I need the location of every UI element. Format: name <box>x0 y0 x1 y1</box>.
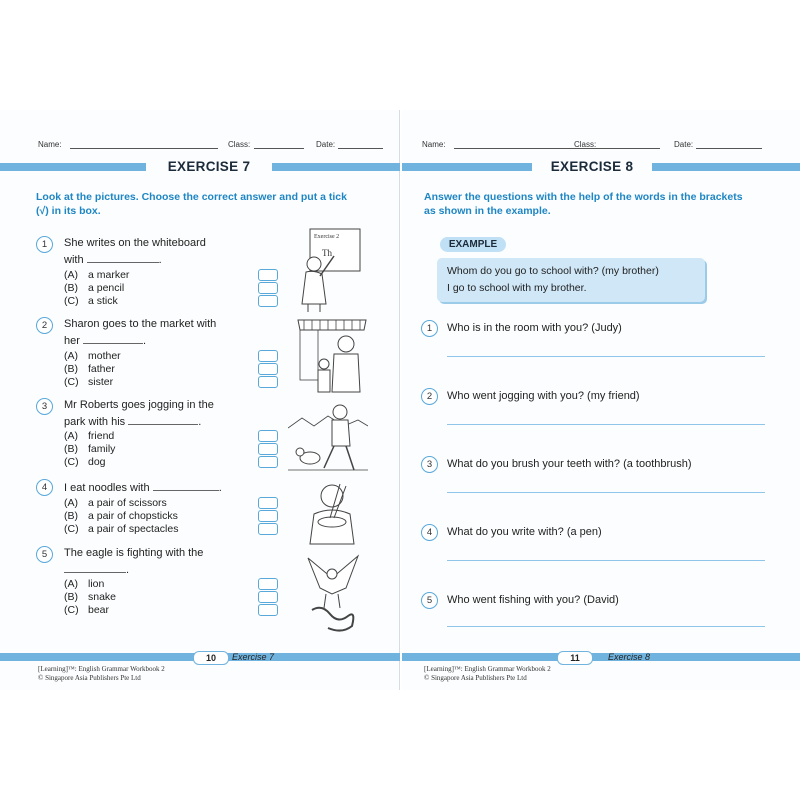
question-text: The eagle is fighting with the <box>64 547 204 559</box>
option-label: (A) <box>64 430 78 442</box>
option-label: (C) <box>64 295 79 307</box>
option-row <box>64 604 109 616</box>
exercise-8-title: EXERCISE 8 <box>550 159 634 174</box>
answer-blank[interactable] <box>64 562 126 573</box>
question-number: 2 <box>36 317 53 334</box>
option-text: family <box>88 443 116 455</box>
answer-blank[interactable] <box>153 480 219 491</box>
answer-line[interactable] <box>447 492 765 493</box>
tick-box[interactable] <box>258 376 278 388</box>
option-label: (A) <box>64 350 78 362</box>
question-text: Sharon goes to the market with <box>64 318 217 330</box>
class-field[interactable] <box>254 148 304 149</box>
option-row <box>64 456 106 468</box>
picture-jogging <box>288 398 368 478</box>
class-label: Class: <box>574 140 597 149</box>
page-exercise-label: Exercise 7 <box>232 652 275 662</box>
option-label: (A) <box>64 578 78 590</box>
option-row <box>64 269 129 281</box>
question-text-line2 <box>64 252 162 267</box>
tick-box[interactable] <box>258 295 278 307</box>
q-pre: park with his <box>64 416 126 428</box>
option-text: a pair of scissors <box>88 497 167 509</box>
left-instruction <box>36 190 347 218</box>
option-label: (C) <box>64 376 79 388</box>
option-label: (C) <box>64 523 79 535</box>
credit-line-2: © Singapore Asia Publishers Pte Ltd <box>424 674 527 682</box>
option-row <box>64 295 118 307</box>
answer-blank[interactable] <box>128 414 198 425</box>
option-row <box>64 497 167 509</box>
q-post: . <box>126 564 130 576</box>
question-number: 4 <box>36 479 53 496</box>
question-text-line2 <box>64 414 201 429</box>
example-box <box>437 258 705 302</box>
option-text: a pair of spectacles <box>88 523 179 535</box>
tick-box[interactable] <box>258 443 278 455</box>
q-post: . <box>142 335 147 347</box>
option-label: (B) <box>64 443 78 455</box>
option-row <box>64 376 113 388</box>
credit-line-2: © Singapore Asia Publishers Pte Ltd <box>38 674 141 682</box>
date-label: Date: <box>674 140 694 149</box>
option-row <box>64 591 116 603</box>
option-label: (B) <box>64 591 78 603</box>
q-pre: I eat noodles with <box>64 482 150 494</box>
tick-box[interactable] <box>258 363 278 375</box>
option-label: (C) <box>64 604 79 616</box>
instruction-line-1: Look at the pictures. Choose the correct answer and put a tick <box>36 191 347 203</box>
tick-box[interactable] <box>258 578 278 590</box>
right-instruction <box>424 190 743 218</box>
option-text: sister <box>88 376 114 388</box>
instruction-line-2: as shown in the example. <box>424 205 551 217</box>
class-label: Class: <box>228 140 251 149</box>
example-question: Whom do you go to school with? (my brother) <box>447 265 659 277</box>
option-text: snake <box>88 591 117 603</box>
instruction-line-2: (√) in its box. <box>36 205 101 217</box>
option-row <box>64 430 114 442</box>
board-caption: Exercise 2 <box>314 234 340 240</box>
option-text: lion <box>88 578 105 590</box>
tick-box[interactable] <box>258 523 278 535</box>
question-number: 3 <box>36 398 53 415</box>
class-field[interactable] <box>600 148 660 149</box>
question-text: What do you brush your teeth with? (a toothbrush) <box>447 458 692 470</box>
option-label: (C) <box>64 456 79 468</box>
page-number-10: 10 <box>193 651 229 665</box>
question-text: Mr Roberts goes jogging in the <box>64 399 214 411</box>
option-row <box>64 282 124 294</box>
exercise-7-title: EXERCISE 7 <box>167 159 251 174</box>
option-text: a pencil <box>88 282 125 294</box>
picture-market <box>296 316 368 396</box>
name-label: Name: <box>38 140 62 149</box>
credit-line-1: [Learning]™: English Grammar Workbook 2 <box>424 665 551 673</box>
credit-left <box>38 665 165 683</box>
right-title-band <box>402 158 800 176</box>
answer-line[interactable] <box>447 356 765 357</box>
q-pre: her <box>64 335 80 347</box>
right-footer <box>402 651 800 663</box>
option-text: father <box>88 363 115 375</box>
option-row <box>64 523 178 535</box>
option-row <box>64 363 115 375</box>
instruction-line-1: Answer the questions with the help of the words in the brackets <box>424 191 743 203</box>
question-number: 5 <box>421 592 438 609</box>
q-post: . <box>218 482 222 494</box>
option-row <box>64 350 121 362</box>
option-text: a marker <box>88 269 130 281</box>
answer-blank[interactable] <box>87 252 159 263</box>
option-label: (A) <box>64 497 78 509</box>
tick-box[interactable] <box>258 497 278 509</box>
option-text: dog <box>88 456 106 468</box>
left-footer <box>0 651 400 663</box>
tick-box[interactable] <box>258 591 278 603</box>
question-text: She writes on the whiteboard <box>64 237 206 249</box>
question-text: What do you write with? (a pen) <box>447 526 602 538</box>
option-label: (A) <box>64 269 78 281</box>
date-label: Date: <box>316 140 336 149</box>
page-number-11: 11 <box>557 651 593 665</box>
answer-line[interactable] <box>447 560 765 561</box>
tick-box[interactable] <box>258 510 278 522</box>
board-letters: Th <box>322 248 332 258</box>
question-text-line2 <box>64 562 129 577</box>
date-field[interactable] <box>696 148 762 149</box>
picture-noodles <box>300 478 364 550</box>
option-text: friend <box>88 430 115 442</box>
answer-blank[interactable] <box>83 333 143 344</box>
option-row <box>64 578 104 590</box>
option-text: mother <box>88 350 121 362</box>
option-text: a pair of chopsticks <box>88 510 178 522</box>
answer-line[interactable] <box>447 626 765 627</box>
answer-line[interactable] <box>447 424 765 425</box>
question-text: Who went jogging with you? (my friend) <box>447 390 640 402</box>
name-field[interactable] <box>70 148 218 149</box>
question-text-line2 <box>64 333 146 348</box>
question-number: 2 <box>421 388 438 405</box>
question-number: 3 <box>421 456 438 473</box>
option-row <box>64 510 178 522</box>
q-pre: with <box>64 254 84 266</box>
tick-box[interactable] <box>258 430 278 442</box>
option-label: (B) <box>64 363 78 375</box>
question-number: 5 <box>36 546 53 563</box>
option-text: a stick <box>88 295 118 307</box>
credit-line-1: [Learning]™: English Grammar Workbook 2 <box>38 665 165 673</box>
question-number: 1 <box>421 320 438 337</box>
tick-box[interactable] <box>258 269 278 281</box>
example-answer: I go to school with my brother. <box>447 282 587 294</box>
page-exercise-label: Exercise 8 <box>608 652 651 662</box>
option-row <box>64 443 115 455</box>
question-number: 1 <box>36 236 53 253</box>
question-number: 4 <box>421 524 438 541</box>
question-text <box>64 480 222 495</box>
tick-box[interactable] <box>258 456 278 468</box>
question-text: Who is in the room with you? (Judy) <box>447 322 622 334</box>
picture-whiteboard <box>292 226 364 312</box>
tick-box[interactable] <box>258 350 278 362</box>
name-label: Name: <box>422 140 446 149</box>
date-field[interactable] <box>338 148 383 149</box>
option-label: (B) <box>64 510 78 522</box>
credit-right <box>424 665 551 683</box>
tick-box[interactable] <box>258 604 278 616</box>
picture-eagle <box>302 548 364 634</box>
example-badge: EXAMPLE <box>440 237 506 252</box>
question-text: Who went fishing with you? (David) <box>447 594 619 606</box>
option-label: (B) <box>64 282 78 294</box>
option-text: bear <box>88 604 110 616</box>
tick-box[interactable] <box>258 282 278 294</box>
q-post: . <box>158 254 162 266</box>
q-post: . <box>198 416 202 428</box>
